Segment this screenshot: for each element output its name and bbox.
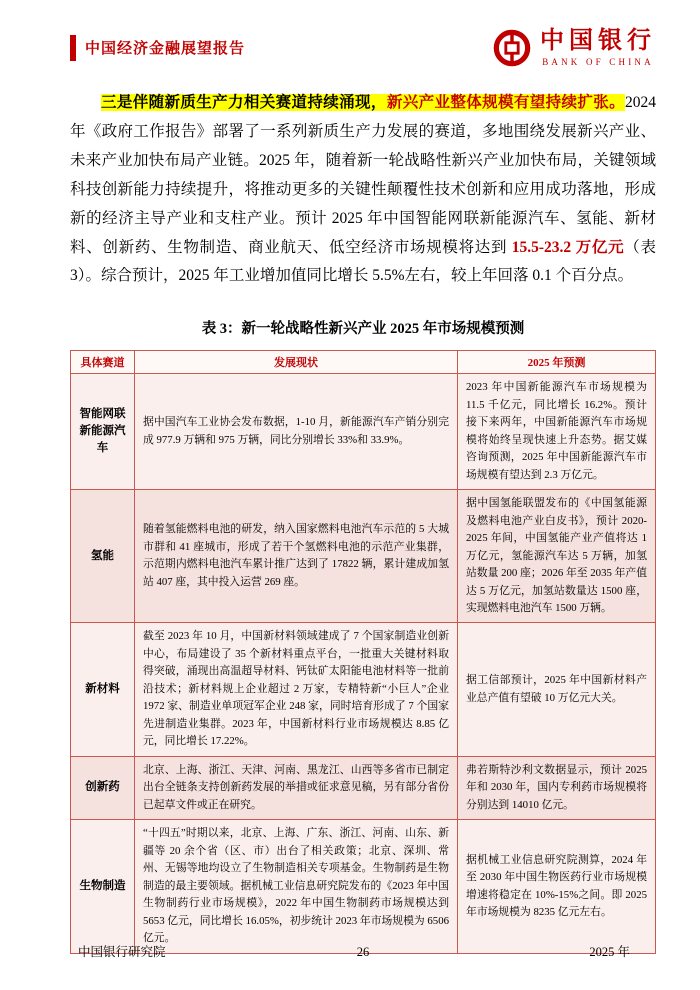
forecast-cell: 2023 年中国新能源汽车市场规模为 11.5 千亿元，同比增长 16.2%。预计接下来两年，中国新能源汽车市场规模将始终呈现快速上升态势。据艾媒咨询预测，2025 年中国新能源汽车市场规模有望达到 2.3 万亿元。 [458,374,656,490]
track-cell: 生物制造 [71,820,135,953]
report-title: 中国经济金融展望报告 [85,41,246,58]
forecast-cell: 据工信部预计，2025 年中国新材料产业总产值有望破 10 万亿元大关。 [458,623,656,756]
body-paragraph [70,89,656,291]
report-title-block [70,35,245,61]
lead-sentence-red: 新兴产业整体规模有望持续扩张。 [386,94,625,112]
col-header-status: 发展现状 [135,351,458,374]
status-cell: 据中国汽车工业协会发布数据，1-10 月，新能源汽车产销分别完成 977.9 万辆和 975 万辆，同比分别增长 33%和 33.9%。 [135,374,458,490]
bank-name-cn: 中国银行 [540,28,656,54]
table-row [71,820,656,953]
table-row [71,623,656,756]
col-header-forecast: 2025 年预测 [458,351,656,374]
bank-logo [493,28,656,67]
col-header-track: 具体赛道 [71,351,135,374]
footer-institute: 中国银行研究院 [78,945,166,959]
status-cell: 截至 2023 年 10 月，中国新材料领域建成了 7 个国家制造业创新中心，布局建设了 35 个新材料重点平台，一批重大关键材料取得突破，涌现出高温超导材料、钙钛矿太阳能电池材料等一批前沿技术；新材料规上企业超过 2 万家，专精特新“小巨人”企业 1972 家、制造业单项冠军企业 248 家，同时培育形成了 7 个国家先进制造业集群。2023 年，中国新材料行业市场规模达 8.85 亿元，同比增长 17.22%。 [135,623,458,756]
bank-name-block [540,28,656,67]
bank-of-china-emblem-icon [493,29,531,67]
track-cell: 新材料 [71,623,135,756]
forecast-cell: 据中国氢能联盟发布的《中国氢能源及燃料电池产业白皮书》，预计 2020-2025 年间，中国氢能产业产值将达 1 万亿元，氢能源汽车达 5 万辆，加氢站数量 200 座；2026 年至 2035 年产值达 5 万亿元，加氢站数量达 1500 座，实现燃料电池汽车 1500 万辆。 [458,490,656,623]
paragraph-text-2: （表 3）。综合预计，2025 年工业增加值同比增长 5.5%左右，较上年回落 0.1 个百分点。 [70,238,656,285]
track-cell: 创新药 [71,756,135,819]
paragraph-text-1: 2024 年《政府工作报告》部署了一系列新质生产力发展的赛道，多地围绕发展新兴产业、未来产业加快布局产业链。2025 年，随着新一轮战略性新兴产业加快布局，关键领域科技创新能力持续提升，将推动更多的关键性颠覆性技术创新和应用成功落地，形成新的经济主导产业和支柱产业。预计 2025 年中国智能网联新能源汽车、氢能、新材料、创新药、生物制造、商业航天、低空经济市场规模将达到 [70,94,656,256]
forecast-cell: 弗若斯特沙利文数据显示，预计 2025 年和 2030 年，国内专利药市场规模将分别达到 14010 亿元。 [458,756,656,819]
table-title: 表 3：新一轮战略性新兴产业 2025 年市场规模预测 [201,321,525,338]
bank-name-en: BANK OF CHINA [542,57,654,68]
title-accent-bar [70,35,76,61]
status-cell: 北京、上海、浙江、天津、河南、黑龙江、山西等多省市已制定出台全链条支持创新药发展的举措或征求意见稿，另有部分省份已起草文件或正在研究。 [135,756,458,819]
forecast-table [70,350,656,954]
lead-sentence-bold: 三是伴随新质生产力相关赛道持续涌现， [101,94,387,112]
page-body [70,89,656,953]
status-cell: “十四五”时期以来，北京、上海、广东、浙江、河南、山东、新疆等 20 余个省（区、市）出台了相关政策；北京、深圳、常州、无锡等地均设立了生物制造相关专项基金。生物制药是生物制造的最主要领域。据机械工业信息研究院发布的《2023 年中国生物制药行业市场规模》，2022 年中国生物制药市场规模达到 5653 亿元，同比增长 16.05%，初步统计 2023 年市场规模为 6506 亿元。 [135,820,458,953]
table-row [71,374,656,490]
track-cell: 智能网联新能源汽车 [71,374,135,490]
status-cell: 随着氢能燃料电池的研发，纳入国家燃料电池汽车示范的 5 大城市群和 41 座城市，形成了若干个氢燃料电池的示范产业集群，示范期内燃料电池汽车累计推广达到了 17822 辆，累计建成加氢站 407 座，其中投入运营 269 座。 [135,490,458,623]
track-cell: 氢能 [71,490,135,623]
table-row [71,490,656,623]
table-header-row [71,351,656,374]
forecast-cell: 据机械工业信息研究院测算，2024 年至 2030 年中国生物医药行业市场规模增速将稳定在 10%-15%之间。即 2025 年市场规模为 8235 亿元左右。 [458,820,656,953]
table-row [71,756,656,819]
page-header [70,28,656,67]
footer-year: 2025 年 [589,945,630,959]
key-figure: 15.5-23.2 万亿元 [511,238,625,256]
footer-page-number: 26 [356,945,370,959]
